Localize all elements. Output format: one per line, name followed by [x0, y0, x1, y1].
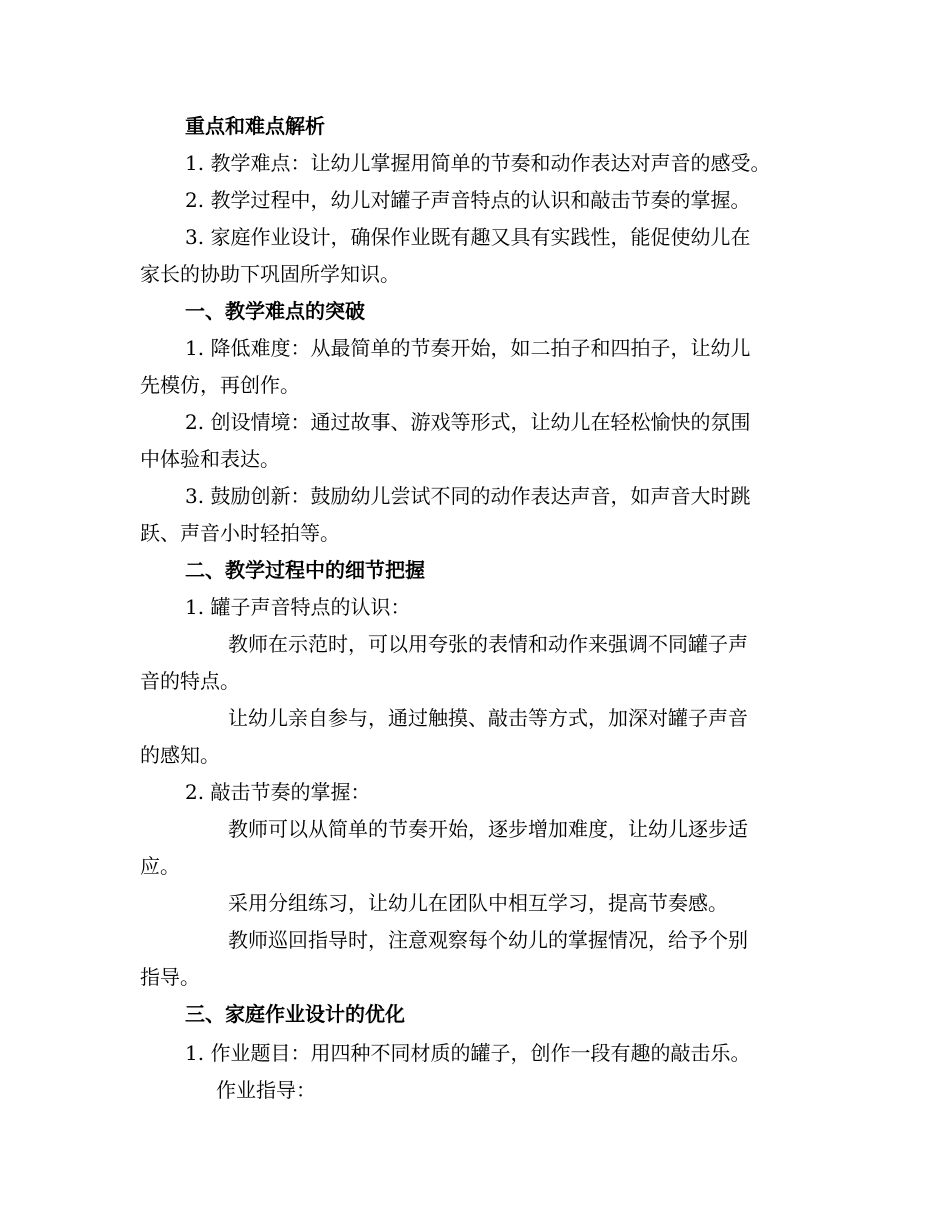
- list-item: 2. 创设情境：通过故事、游戏等形式，让幼儿在轻松愉快的氛围: [185, 410, 751, 434]
- list-item: 3. 家庭作业设计，确保作业既有趣又具有实践性，能促使幼儿在: [185, 225, 751, 249]
- paragraph: 教师在示范时，可以用夸张的表情和动作来强调不同罐子声: [228, 632, 748, 656]
- list-item: 3. 鼓励创新：鼓励幼儿尝试不同的动作表达声音，如声音大时跳: [185, 484, 751, 508]
- section-heading: 重点和难点解析: [185, 114, 325, 138]
- paragraph-continuation: 应。: [140, 854, 180, 878]
- section-heading: 二、教学过程中的细节把握: [185, 558, 425, 582]
- paragraph-continuation: 先模仿，再创作。: [140, 373, 300, 397]
- paragraph: 采用分组练习，让幼儿在团队中相互学习，提高节奏感。: [228, 891, 728, 915]
- paragraph-continuation: 中体验和表达。: [140, 447, 280, 471]
- paragraph-continuation: 音的特点。: [140, 669, 240, 693]
- list-item: 1. 作业题目：用四种不同材质的罐子，创作一段有趣的敲击乐。: [185, 1041, 751, 1065]
- paragraph-continuation: 的感知。: [140, 743, 220, 767]
- paragraph-continuation: 指导。: [140, 965, 200, 989]
- paragraph-continuation: 家长的协助下巩固所学知识。: [140, 262, 400, 286]
- list-item: 2. 教学过程中，幼儿对罐子声音特点的认识和敲击节奏的掌握。: [185, 188, 751, 212]
- list-item: 1. 教学难点：让幼儿掌握用简单的节奏和动作表达对声音的感受。: [185, 151, 771, 175]
- section-heading: 一、教学难点的突破: [185, 299, 365, 323]
- list-item: 2. 敲击节奏的掌握：: [185, 780, 371, 804]
- paragraph: 让幼儿亲自参与，通过触摸、敲击等方式，加深对罐子声音: [228, 706, 748, 730]
- list-item: 1. 罐子声音特点的认识：: [185, 595, 411, 619]
- section-heading: 三、家庭作业设计的优化: [185, 1002, 405, 1026]
- paragraph: 教师可以从简单的节奏开始，逐步增加难度，让幼儿逐步适: [228, 817, 748, 841]
- list-item: 1. 降低难度：从最简单的节奏开始，如二拍子和四拍子，让幼儿: [185, 336, 751, 360]
- paragraph: 作业指导：: [216, 1078, 316, 1102]
- paragraph: 教师巡回指导时，注意观察每个幼儿的掌握情况，给予个别: [228, 928, 748, 952]
- paragraph-continuation: 跃、声音小时轻拍等。: [140, 521, 340, 545]
